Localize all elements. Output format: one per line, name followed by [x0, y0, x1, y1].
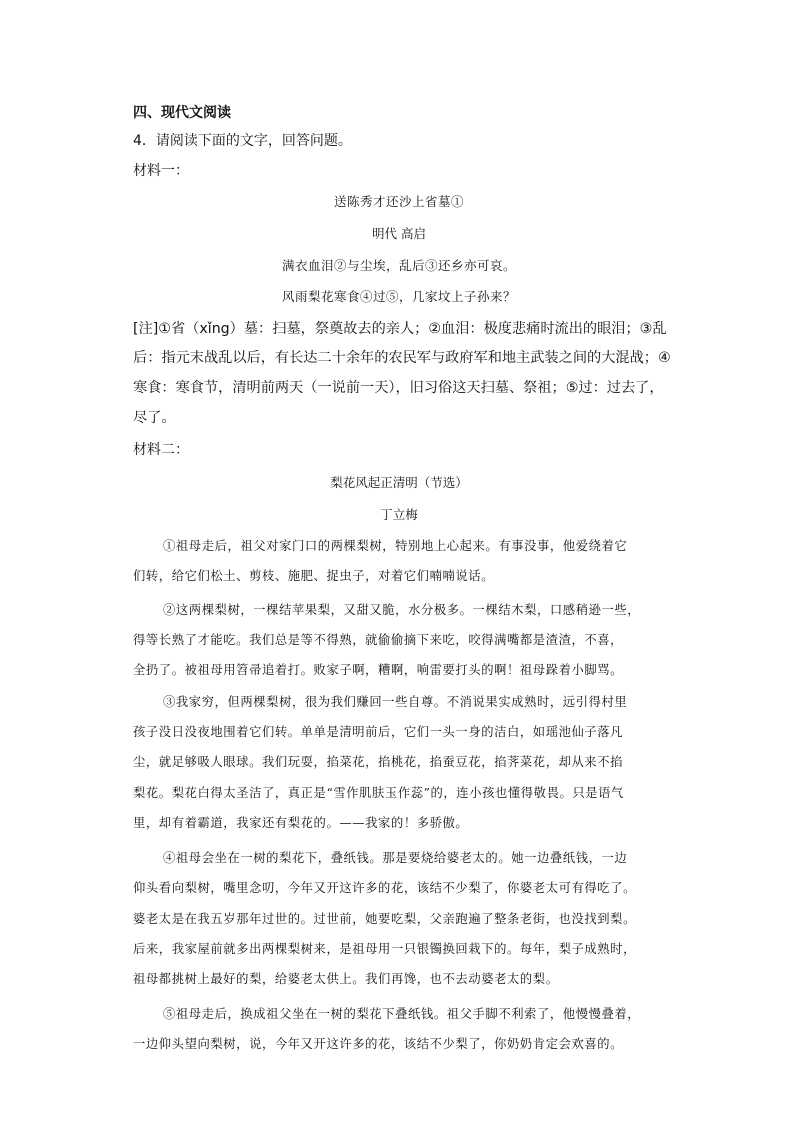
paragraph-line: 梨花。梨花白得太圣洁了，真正是“雪作肌肤玉作蕊”的，连小孩也懂得敬畏。只是语气 [133, 786, 624, 800]
paragraph-line: 全扔了。被祖母用笤帚追着打。败家子啊，糟啊，响雷要打头的啊！祖母跺着小脚骂。 [133, 663, 624, 677]
essay-title: 梨花风起正清明（节选） [330, 475, 468, 490]
paragraph-line: ③我家穷，但两棵梨树，很为我们赚回一些自尊。不消说果实成熟时，远引得村里 [163, 695, 628, 709]
essay-author: 丁立梅 [380, 507, 418, 522]
material2-label: 材料二： [133, 442, 189, 458]
paragraph-line: 仰头看向梨树，嘴里念叨，今年又开这许多的花，该结不少梨了，你婆老太可有得吃了。 [133, 881, 636, 895]
question-line: 4．请阅读下面的文字，回答问题。 [133, 133, 352, 149]
paragraph-line: 后来，我家屋前就多出两棵梨树来，是祖母用一只银镯换回栽下的。每年，梨子成熟时， [133, 942, 636, 956]
paragraph-line: ④祖母会坐在一树的梨花下，叠纸钱。那是要烧给婆老太的。她一边叠纸钱，一边 [163, 851, 628, 865]
paragraph-line: 祖母都挑树上最好的梨，给婆老太供上。我们再馋，也不去动婆老太的梨。 [133, 972, 559, 986]
note-line-3: 寒食：寒食节，清明前两天（一说前一天），旧习俗这天扫墓、祭祖；⑤过：过去了， [133, 380, 664, 396]
note-line-4: 尽了。 [133, 410, 176, 426]
paragraph-line: 里，却有着霸道，我家还有梨花的。——我家的！多骄傲。 [133, 816, 469, 830]
paragraph-line: 得等长熟了才能吃。我们总是等不得熟，就偷偷摘下来吃，咬得满嘴都是渣渣，不喜， [133, 633, 624, 647]
paragraph-line: ①祖母走后，祖父对家门口的两棵梨树，特别地上心起来。有事没事，他爱绕着它 [163, 539, 628, 553]
poem-line-1: 满衣血泪②与尘埃，乱后③还乡亦可哀。 [281, 258, 516, 273]
poem-title: 送陈秀才还沙上省墓① [333, 194, 464, 209]
note-line-2: 后：指元末战乱以后，有长达二十余年的农民军与政府军和地主武装之间的大混战；④ [133, 350, 671, 366]
poem-author: 明代 高启 [372, 226, 426, 241]
paragraph-line: 尘，就足够吸人眼球。我们玩耍，掐菜花，掐桃花，掐蚕豆花，掐荠菜花，却从来不掐 [133, 755, 624, 769]
paragraph-line: ⑤祖母走后，换成祖父坐在一树的梨花下叠纸钱。祖父手脚不利索了，他慢慢叠着， [163, 1007, 641, 1021]
paragraph-line: 婆老太是在我五岁那年过世的。过世前，她要吃梨，父亲跑遍了整条老街，也没找到梨。 [133, 912, 636, 926]
paragraph-line: 一边仰头望向梨树，说，今年又开这许多的花，该结不少梨了，你奶奶肯定会欢喜的。 [133, 1037, 624, 1051]
poem-line-2: 风雨梨花寒食④过⑤，几家坟上子孙来？ [281, 289, 516, 304]
paragraph-line: 们转，给它们松土、剪枝、施肥、捉虫子，对着它们喃喃说话。 [133, 569, 495, 583]
note-line-1: [注]①省（xǐng）墓：扫墓，祭奠故去的亲人；②血泪：极度悲痛时流出的眼泪；③乱 [133, 321, 667, 337]
section-heading: 四、现代文阅读 [133, 105, 231, 121]
paragraph-line: 孩子没日没夜地围着它们转。单单是清明前后，它们一头一身的洁白，如瑶池仙子落凡 [133, 725, 624, 739]
material1-label: 材料一： [133, 163, 189, 179]
paragraph-line: ②这两棵梨树，一棵结苹果梨，又甜又脆，水分极多。一棵结木梨，口感稍逊一些， [163, 603, 641, 617]
